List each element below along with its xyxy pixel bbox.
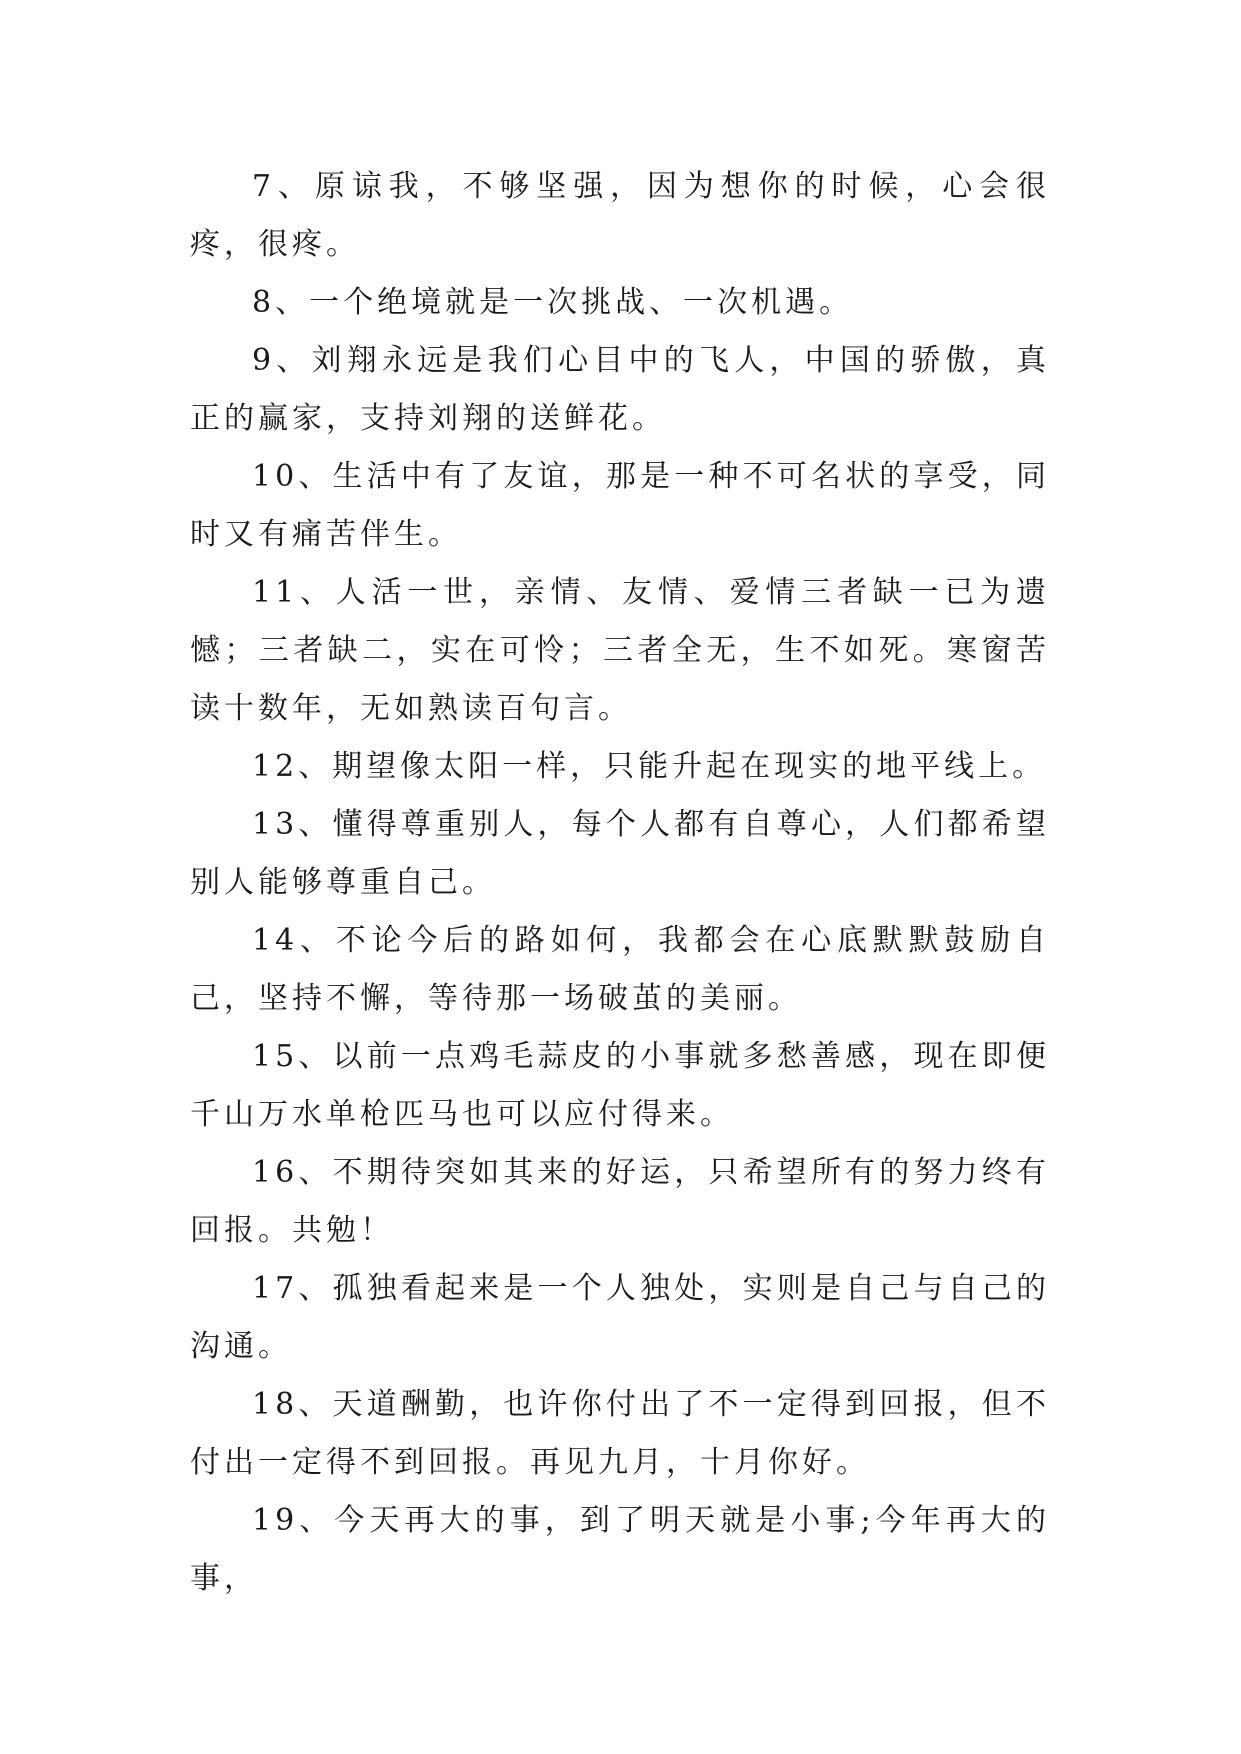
paragraph-13: 13、懂得尊重别人，每个人都有自尊心，人们都希望别人能够尊重自己。 (190, 807, 1050, 900)
document-body (190, 158, 1050, 1608)
paragraph-19: 19、今天再大的事，到了明天就是小事;今年再大的事， (190, 1503, 1050, 1596)
paragraph-7: 7、原谅我，不够坚强，因为想你的时候，心会很疼，很疼。 (190, 169, 1050, 262)
paragraph-15: 15、以前一点鸡毛蒜皮的小事就多愁善感，现在即便千山万水单枪匹马也可以应付得来。 (190, 1039, 1050, 1132)
paragraph-10: 10、生活中有了友谊，那是一种不可名状的享受，同时又有痛苦伴生。 (190, 459, 1050, 552)
paragraph-16: 16、不期待突如其来的好运，只希望所有的努力终有回报。共勉！ (190, 1155, 1050, 1248)
paragraph-11: 11、人活一世，亲情、友情、爱情三者缺一已为遗憾；三者缺二，实在可怜；三者全无，生不如死。寒窗苦读十数年，无如熟读百句言。 (190, 575, 1050, 726)
paragraph-14: 14、不论今后的路如何，我都会在心底默默鼓励自己，坚持不懈，等待那一场破茧的美丽。 (190, 923, 1050, 1016)
paragraph-17: 17、孤独看起来是一个人独处，实则是自己与自己的沟通。 (190, 1271, 1050, 1364)
paragraph-12: 12、期望像太阳一样，只能升起在现实的地平线上。 (252, 749, 1047, 784)
paragraph-9: 9、刘翔永远是我们心目中的飞人，中国的骄傲，真正的赢家，支持刘翔的送鲜花。 (190, 343, 1050, 436)
paragraph-8: 8、一个绝境就是一次挑战、一次机遇。 (252, 285, 854, 320)
paragraph-18: 18、天道酬勤，也许你付出了不一定得到回报，但不付出一定得不到回报。再见九月，十月你好。 (190, 1387, 1050, 1480)
